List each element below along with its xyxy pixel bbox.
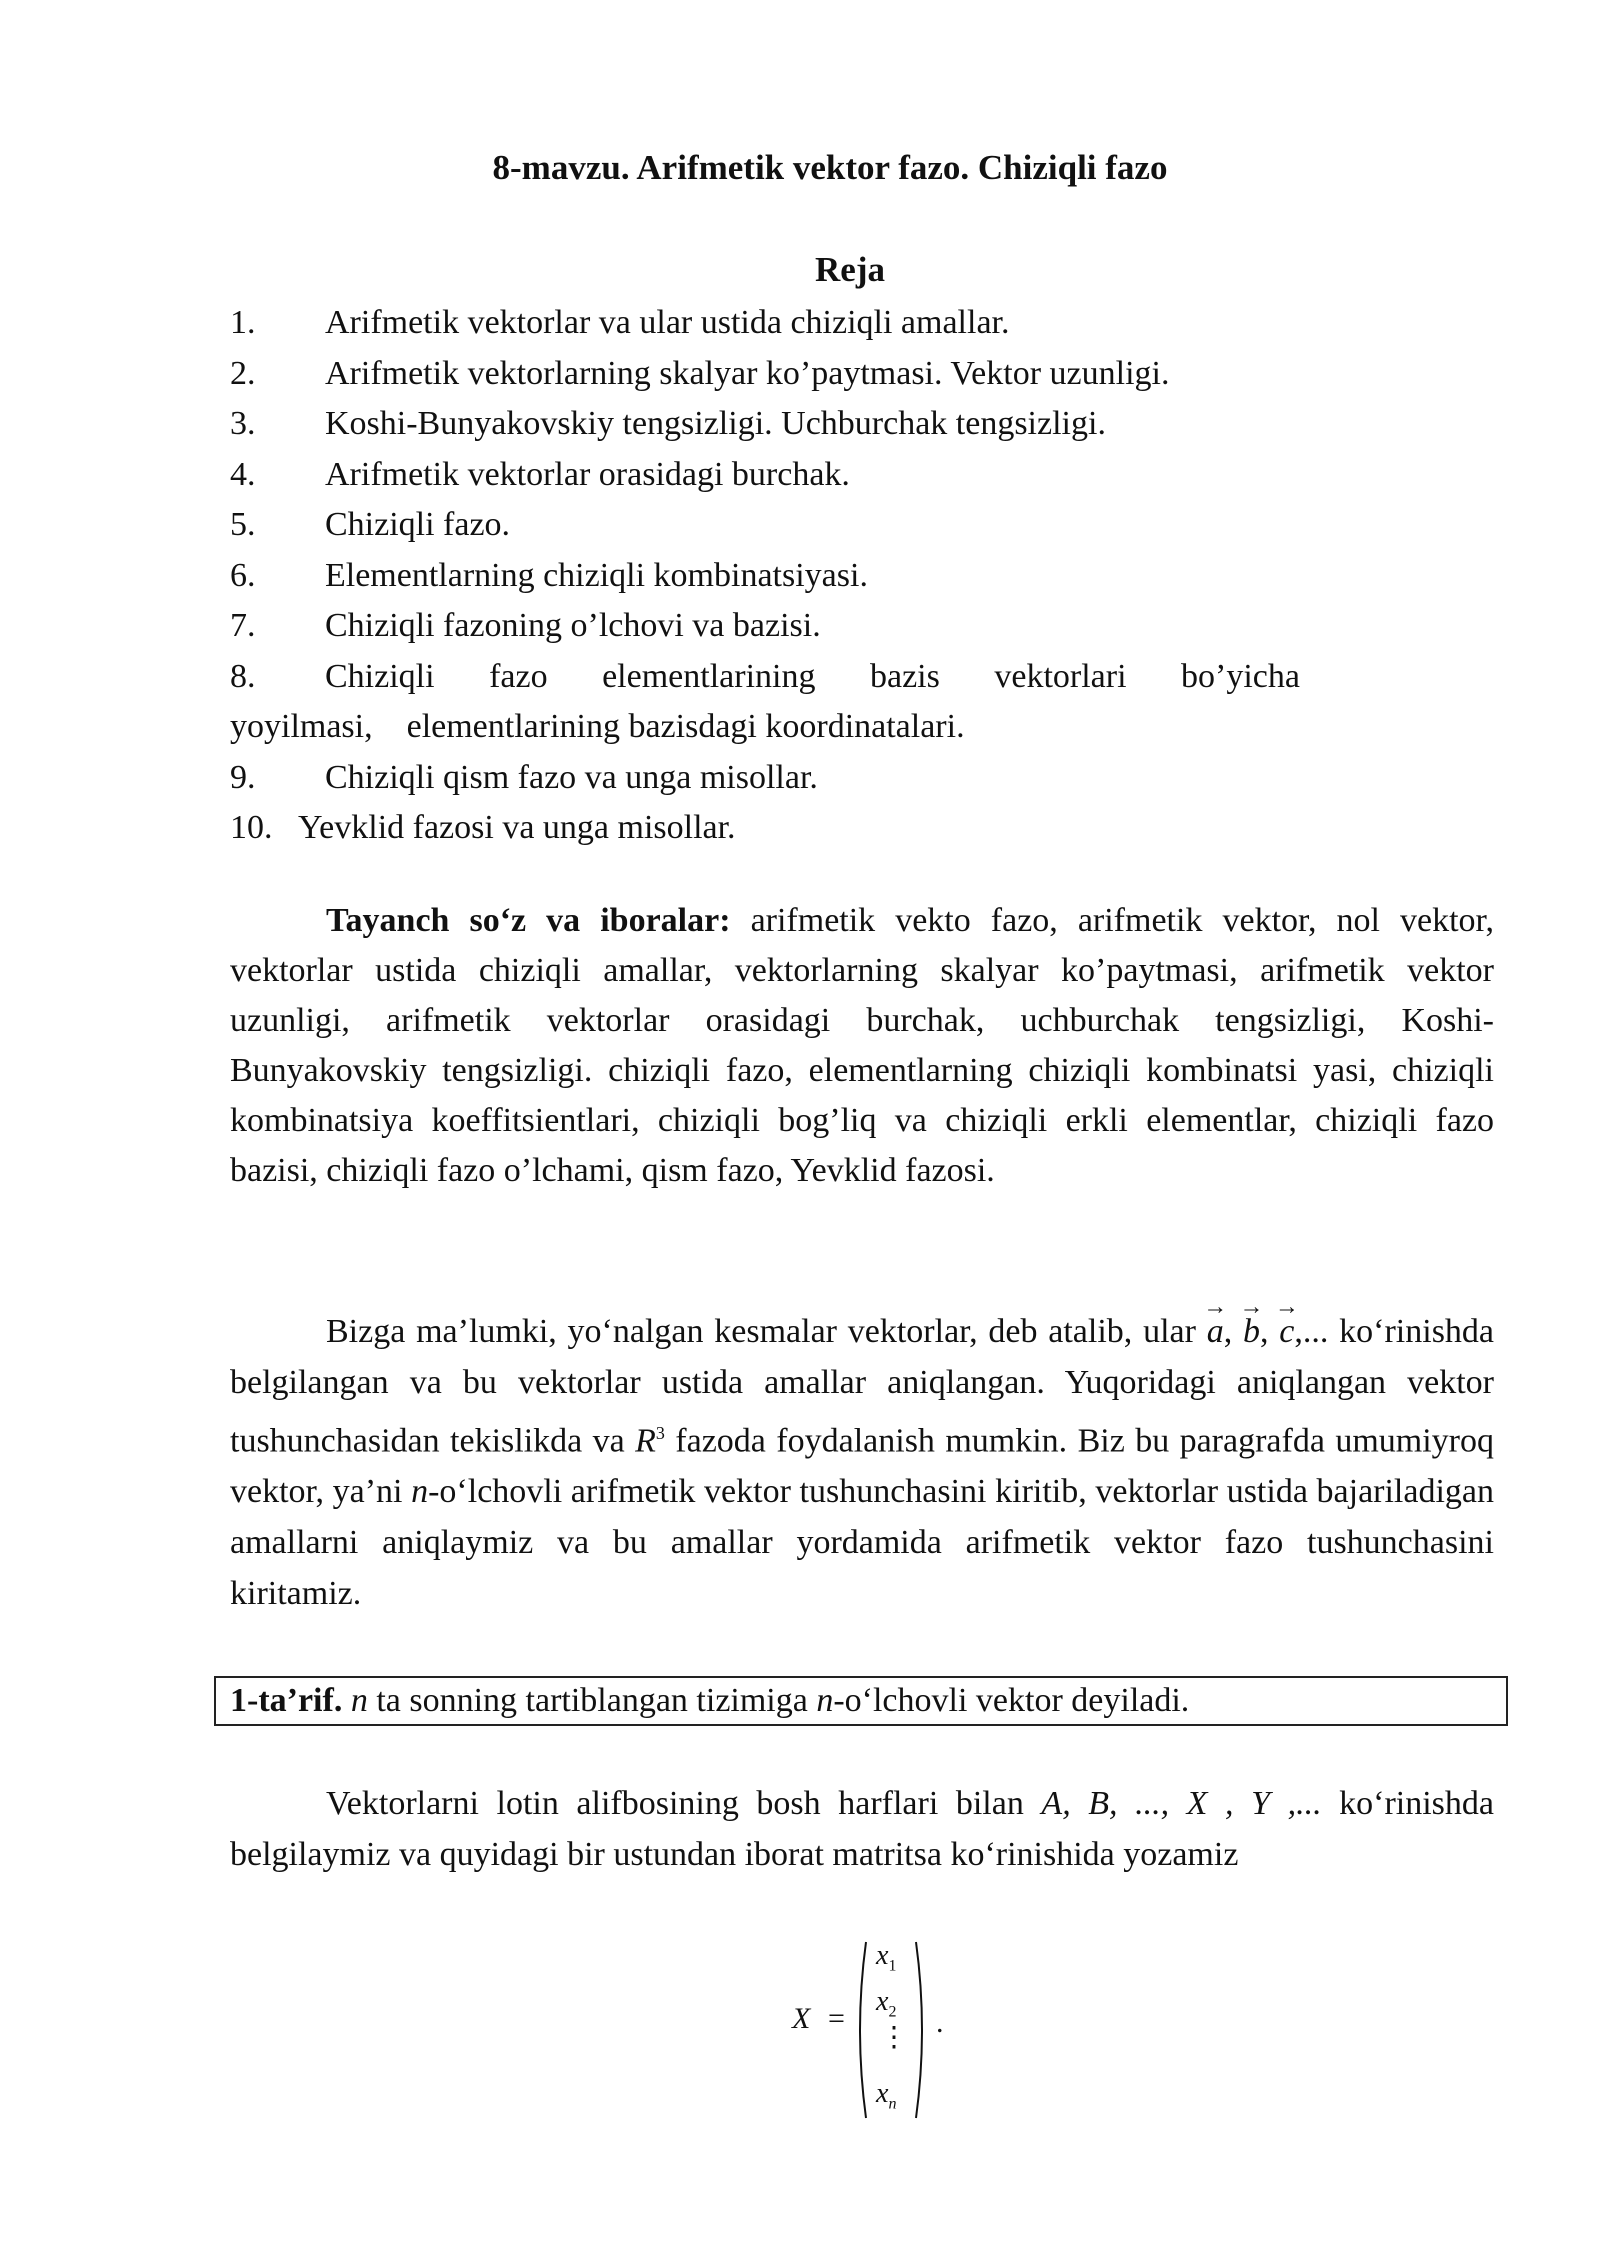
plan-item: [230, 298, 1300, 349]
plan-item-text: Chiziqli fazo.: [325, 506, 511, 543]
plan-item-continuation-text: yoyilmasi, elementlarining bazisdagi koordinatalari.: [230, 708, 965, 745]
vector-a-symbol: → a: [1207, 1306, 1224, 1357]
column-matrix: [790, 1940, 990, 2120]
plan-item-text: Koshi-Bunyakovskiy tengsizligi. Uchburchak tengsizligi.: [325, 405, 1106, 442]
definition-n-symbol: n: [350, 1682, 368, 1719]
definition-box: [214, 1676, 1508, 1726]
plan-item: [230, 500, 1300, 551]
plan-item: [230, 652, 1300, 703]
keywords-text: arifmetik vekto fazo, arifmetik vektor, nol vektor, vektorlar ustida chiziqli amallar, vektorlarning skalyar ko’paytmasi, arifmetik vektor uzunligi, arifmetik vektorlar orasidagi burchak, uchburchak tengsizligi, Koshi-Bunyakovskiy tengsizligi. chiziqli fazo, elementlarning chiziqli kombinatsi yasi, chiziqli kombinatsiya koeffitsientlari, chiziqli bog’liq va chiziqli erkli elementlar, chiziqli fazo bazisi, chiziqli fazo o’lchami, qism fazo, Yevklid fazosi.: [230, 902, 1494, 1189]
intro-sep-1: ,: [1223, 1313, 1243, 1350]
definition-text-2: -o‘lchovli vektor deyiladi.: [833, 1682, 1190, 1719]
plan-item-number: 5.: [230, 506, 256, 543]
keywords-paragraph: [230, 896, 1494, 1196]
plan-item-number: 8.: [230, 657, 256, 695]
plan-item-number: 2.: [230, 354, 256, 392]
intro-text-2: ko‘rinishda belgilangan va bu vektorlar ustida amallar aniqlangan. Yuqoridagi aniqlangan vektor tushunchasidan tekislikda va: [230, 1313, 1495, 1460]
notation-paragraph: [230, 1778, 1494, 1880]
n-symbol: n: [411, 1473, 429, 1511]
matrix-vdots: ⋮: [880, 2022, 908, 2053]
plan-item-number: 1.: [230, 304, 256, 341]
definition-text-1: ta sonning tartiblangan tizimiga: [367, 1682, 817, 1719]
definition-n-symbol-2: n: [816, 1682, 834, 1719]
space-symbol: R: [635, 1422, 656, 1460]
plan-item-number: 6.: [230, 556, 256, 594]
plan-item: [230, 349, 1300, 400]
plan-item-number: 9.: [230, 758, 256, 796]
plan-item-text: Chiziqli fazoning o’lchovi va bazisi.: [325, 607, 821, 644]
plan-item: [230, 753, 1300, 804]
vector-letters: A, B, ..., X , Y ,...: [1041, 1785, 1322, 1822]
plan-item: [230, 803, 1300, 854]
keywords-label: Tayanch so‘z va iboralar:: [326, 902, 731, 939]
page-title: 8-mavzu. Arifmetik vektor fazo. Chiziqli fazo: [492, 148, 1168, 187]
plan-item-number: 10.: [230, 809, 273, 846]
matrix-element: $x_n$: [876, 2078, 897, 2113]
matrix-period: .: [936, 2006, 944, 2039]
plan-item-number: 4.: [230, 455, 256, 493]
matrix-element: $x_2$: [876, 1986, 897, 2021]
left-paren-icon: [852, 1940, 868, 2120]
plan-item-text: Chiziqli fazo elementlarining bazis vektorlari bo’yicha: [325, 657, 1300, 695]
intro-paragraph: [230, 1306, 1494, 1619]
intro-text-3: fazoda foydalanish mumkin. Biz bu paragrafda umumiyroq vektor, ya’ni: [230, 1422, 1494, 1511]
plan-item: [230, 551, 1300, 602]
plan-item-text: Chiziqli qism fazo va unga misollar.: [325, 758, 818, 796]
vector-b-symbol: → b: [1243, 1306, 1260, 1357]
plan-item-continuation: [230, 702, 1300, 753]
plan-item: [230, 399, 1300, 450]
plan-item-text: Arifmetik vektorlar orasidagi burchak.: [325, 455, 850, 493]
plan-item: [230, 601, 1300, 652]
intro-ellipsis: ,...: [1294, 1313, 1340, 1350]
plan-list: [230, 298, 1300, 854]
vector-c-symbol: → c: [1279, 1306, 1294, 1357]
plan-item-text: Elementlarning chiziqli kombinatsiyasi.: [325, 556, 868, 594]
plan-item-text: Yevklid fazosi va unga misollar.: [298, 809, 736, 846]
notation-text-2: ko‘rinishda belgilaymiz va quyidagi bir ustundan iborat matritsa ko‘rinishida yozamiz: [230, 1785, 1495, 1873]
intro-sep-2: ,: [1260, 1313, 1280, 1350]
plan-heading: Reja: [815, 250, 885, 289]
intro-text-4: -o‘lchovli arifmetik vektor tushunchasini kiritib, vektorlar ustida bajariladigan amallarni aniqlaymiz va bu amallar yordamida arifmetik vektor fazo tushunchasini kiritamiz.: [230, 1473, 1495, 1613]
plan-item: [230, 450, 1300, 501]
notation-text-1: Vektorlarni lotin alifbosining bosh harflari bilan: [326, 1785, 1042, 1822]
definition-label: 1-ta’rif.: [230, 1682, 343, 1719]
space-power: 3: [655, 1423, 665, 1443]
plan-item-number: 7.: [230, 607, 256, 644]
matrix-equals: =: [828, 2002, 845, 2035]
right-paren-icon: [914, 1940, 930, 2120]
plan-item-text: Arifmetik vektorlar va ular ustida chiziqli amallar.: [325, 304, 1010, 341]
matrix-element: $x_1$: [876, 1940, 897, 1975]
matrix-lhs: X: [792, 2002, 811, 2035]
plan-item-number: 3.: [230, 405, 256, 442]
plan-item-text: Arifmetik vektorlarning skalyar ko’paytmasi. Vektor uzunligi.: [325, 354, 1170, 392]
intro-text-1: Bizga ma’lumki, yo‘nalgan kesmalar vektorlar, deb atalib, ular: [326, 1313, 1207, 1350]
